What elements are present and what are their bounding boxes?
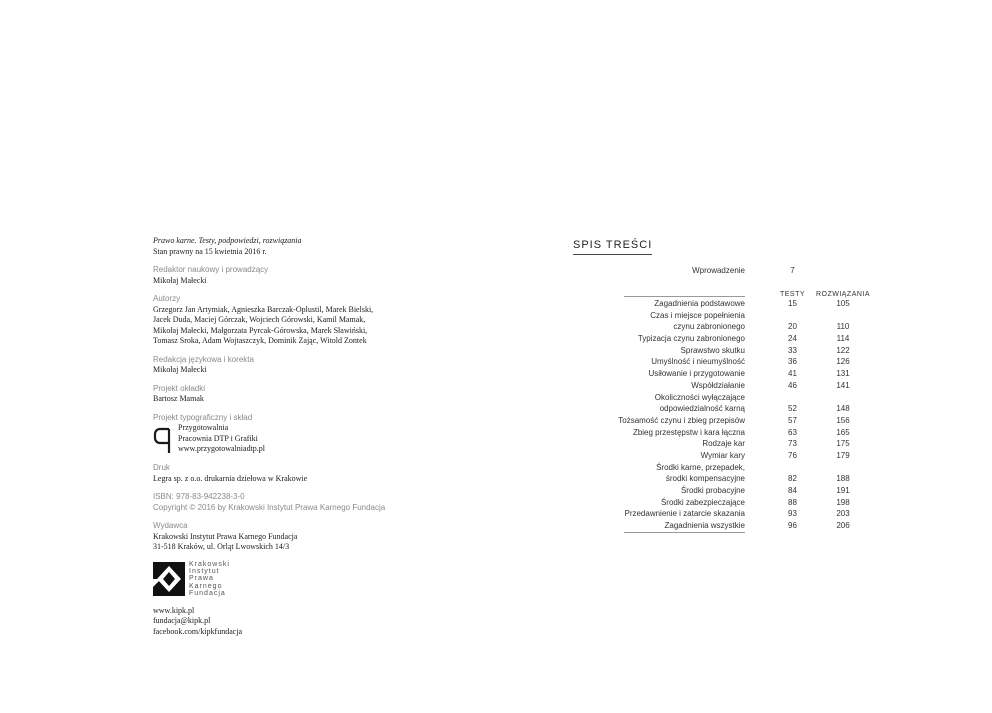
toc-row[interactable] xyxy=(540,310,873,322)
toc-row[interactable] xyxy=(540,473,873,485)
facebook-link[interactable]: facebook.com/kipkfundacja xyxy=(153,626,243,636)
toc-chapter-title: Czas i miejsce popełnienia xyxy=(650,310,745,320)
toc-solutions-page: 165 xyxy=(836,427,850,437)
authors-line: Mikołaj Małecki, Małgorzata Pyrcak-Górowska, Marek Sławiński, xyxy=(153,325,368,335)
publisher-label: Wydawca xyxy=(153,521,188,530)
toc-row[interactable] xyxy=(540,520,873,532)
toc-row[interactable] xyxy=(540,508,873,520)
typesetter-name: Przygotowalnia xyxy=(178,423,229,432)
toc-tests-page: 52 xyxy=(788,404,797,414)
toc-tests-page: 96 xyxy=(788,521,797,531)
toc-solutions-page: 148 xyxy=(836,404,850,414)
book-title: Prawo karne. Testy, podpowiedzi, rozwiązania xyxy=(153,236,302,245)
toc-row[interactable] xyxy=(540,321,873,333)
toc-row[interactable] xyxy=(540,298,873,310)
toc-tests-page: 46 xyxy=(788,380,797,390)
toc-solutions-page: 105 xyxy=(836,299,850,308)
toc-row[interactable] xyxy=(540,462,873,474)
toc-chapter-title: Zbieg przestępstw i kara łączna xyxy=(632,427,745,437)
toc-solutions-page: 156 xyxy=(836,415,850,425)
logo-text-line: Karnego xyxy=(189,582,223,590)
toc-tests-page: 57 xyxy=(788,415,797,425)
toc-tests-page: 20 xyxy=(788,322,797,332)
toc-row[interactable] xyxy=(540,403,873,415)
toc-tests-page: 73 xyxy=(788,439,797,449)
toc-tests-page: 76 xyxy=(788,450,797,460)
toc-chapter-title: Tożsamość czynu i zbieg przepisów xyxy=(618,415,745,425)
toc-solutions-page: 206 xyxy=(836,521,850,531)
proofreader-name: Mikołaj Małecki xyxy=(153,365,207,374)
website-link[interactable]: www.kipk.pl xyxy=(153,605,195,615)
logo-text-line: Prawa xyxy=(189,575,214,583)
toc-tests-page xyxy=(775,310,810,322)
isbn: ISBN: 978-83-942238-3-0 xyxy=(153,492,245,501)
toc-solutions-page xyxy=(813,310,873,322)
authors-line: Grzegorz Jan Artymiak, Agnieszka Barczak-Oplustil, Marek Bielski, xyxy=(153,304,374,314)
typography-label: Projekt typograficzny i skład xyxy=(153,412,253,422)
editor-name: Mikołaj Małecki xyxy=(153,275,207,285)
authors-line: Tomasz Sroka, Adam Wojtaszczyk, Dominik Zając, Witold Zontek xyxy=(153,336,367,345)
toc-row[interactable] xyxy=(540,333,873,345)
toc-chapter-title: Usiłowanie i przygotowanie xyxy=(648,369,745,379)
toc-intro-page: 7 xyxy=(790,266,795,275)
toc-tests-page: 82 xyxy=(788,474,797,484)
toc-tests-page: 24 xyxy=(788,334,797,344)
toc-chapter-title: Rodzaje kar xyxy=(702,439,745,449)
toc-tests-page: 88 xyxy=(788,497,797,507)
imprint-page xyxy=(153,236,413,637)
toc-solutions-page: 114 xyxy=(836,334,850,344)
legal-status: Stan prawny na 15 kwietnia 2016 r. xyxy=(153,246,267,256)
toc-solutions-page: 188 xyxy=(836,474,850,484)
toc-chapter-title: Środki zabezpieczające xyxy=(660,497,745,507)
toc-row[interactable] xyxy=(540,392,873,404)
toc-row[interactable] xyxy=(540,345,873,357)
toc-row[interactable] xyxy=(540,415,873,427)
typesetter-subtitle: Pracownia DTP i Grafiki xyxy=(178,433,258,443)
toc-divider-top xyxy=(624,296,745,297)
email-link[interactable]: fundacja@kipk.pl xyxy=(153,616,211,626)
toc-divider-bottom xyxy=(624,532,745,533)
toc-chapter-title: Umyślność i nieumyślność xyxy=(651,357,745,367)
toc-tests-page xyxy=(775,392,810,404)
toc-solutions-page: 179 xyxy=(836,450,850,460)
logo-text-line: Instytut xyxy=(189,567,220,575)
toc-row[interactable] xyxy=(540,380,873,392)
toc-chapter-title: Wymiar kary xyxy=(700,450,745,460)
toc-row[interactable] xyxy=(540,450,873,462)
toc-row[interactable] xyxy=(540,368,873,380)
toc-chapter-title: Okoliczności wyłączające xyxy=(654,392,745,402)
toc-chapter-title: Przedawnienie i zatarcie skazania xyxy=(624,509,745,519)
print-label: Druk xyxy=(153,463,170,472)
toc-row[interactable] xyxy=(540,427,873,439)
toc-tests-page: 33 xyxy=(788,345,797,355)
toc-row[interactable] xyxy=(540,485,873,497)
toc-chapter-title: Środki karne, przepadek, xyxy=(656,462,745,472)
toc-tests-page: 36 xyxy=(788,357,797,367)
toc-chapter-title: Współdziałanie xyxy=(691,380,745,390)
publisher-address: 31-518 Kraków, ul. Orląt Lwowskich 14/3 xyxy=(153,542,290,551)
typesetter-block xyxy=(153,423,413,455)
toc-solutions-page: 122 xyxy=(836,345,850,355)
toc-tests-page: 84 xyxy=(788,486,797,495)
toc-solutions-page: 175 xyxy=(836,439,850,449)
toc-solutions-page: 198 xyxy=(836,497,850,507)
toc-tests-page xyxy=(775,462,810,474)
col-header-solutions: ROZWIĄZANIA xyxy=(815,291,871,298)
toc-chapter-title: Typizacja czynu zabronionego xyxy=(637,334,745,344)
publisher-logo xyxy=(153,561,413,598)
publisher-name: Krakowski Instytut Prawa Karnego Fundacja xyxy=(153,531,298,541)
toc-solutions-page: 203 xyxy=(836,509,850,519)
toc-chapter-title: środki kompensacyjne xyxy=(665,474,745,484)
cover-designer: Bartosz Mamak xyxy=(153,394,204,403)
cover-label: Projekt okładki xyxy=(153,383,206,393)
toc-solutions-page: 131 xyxy=(836,369,850,379)
authors-line: Jacek Duda, Maciej Górczak, Wojciech Górowski, Kamil Mamak, xyxy=(153,315,366,324)
toc-chapter-title: Zagadnienia wszystkie xyxy=(664,521,745,531)
toc-tests-page: 41 xyxy=(788,369,797,379)
toc-chapter-title: Sprawstwo skutku xyxy=(680,345,745,355)
toc-row[interactable] xyxy=(540,497,873,509)
toc-chapter-title: czynu zabronionego xyxy=(673,322,745,332)
toc-chapter-title: Środki probacyjne xyxy=(680,486,745,495)
toc-row[interactable] xyxy=(540,438,873,450)
toc-solutions-page: 126 xyxy=(836,357,850,367)
copyright: Copyright © 2016 by Krakowski Instytut Prawa Karnego Fundacja xyxy=(153,502,386,512)
toc-row[interactable] xyxy=(540,356,873,368)
toc-title: SPIS TREŚCI xyxy=(573,239,652,255)
kipk-logo-icon xyxy=(153,562,185,596)
toc-solutions-page: 110 xyxy=(836,322,850,332)
toc-tests-page: 63 xyxy=(788,427,797,437)
printer: Legra sp. z o.o. drukarnia dziełowa w Krakowie xyxy=(153,473,308,483)
toc-chapter-title: Zagadnienia podstawowe xyxy=(654,299,745,308)
typesetter-website: www.przygotowalniadtp.pl xyxy=(178,444,266,453)
authors-label: Autorzy xyxy=(153,294,181,303)
col-header-tests: TESTY xyxy=(779,291,806,298)
toc-tests-page: 93 xyxy=(788,509,797,519)
toc-solutions-page: 191 xyxy=(836,486,850,495)
toc-solutions-page xyxy=(813,462,873,474)
toc-list xyxy=(540,298,873,532)
przygotowalnia-logo-icon xyxy=(153,425,175,455)
toc-intro-title[interactable]: Wprowadzenie xyxy=(692,266,745,275)
proofreading-label: Redakcja językowa i korekta xyxy=(153,354,254,364)
toc-chapter-title: odpowiedzialność karną xyxy=(659,404,745,414)
editor-label: Redaktor naukowy i prowadzący xyxy=(153,265,269,274)
logo-text-line: Fundacja xyxy=(189,590,226,598)
logo-text-line: Krakowski xyxy=(189,560,230,568)
toc-solutions-page: 141 xyxy=(836,380,850,390)
toc-solutions-page xyxy=(813,392,873,404)
toc-tests-page: 15 xyxy=(788,299,797,308)
